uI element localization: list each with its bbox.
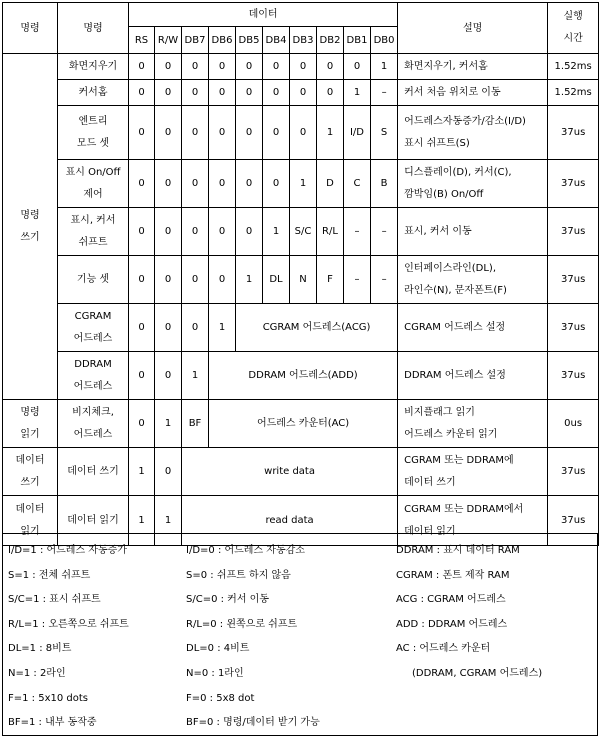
- bit-cell: 0: [263, 160, 290, 208]
- bit-cell: 0: [209, 54, 236, 80]
- row-name: 비지체크, 어드레스: [58, 400, 129, 448]
- span-field: DDRAM 어드레스(ADD): [209, 352, 398, 400]
- legend-column-2: [186, 539, 320, 736]
- row-name: DDRAM 어드레스: [58, 352, 129, 400]
- header-db3: DB3: [290, 27, 317, 54]
- instruction-table: [2, 2, 599, 546]
- row-name: 데이터 읽기: [58, 496, 129, 546]
- table-row: [3, 352, 599, 400]
- legend-line: F=1 : 5x10 dots: [8, 692, 88, 704]
- row-description: 어드레스자동증가/감소(I/D) 표시 쉬프트(S): [398, 106, 548, 160]
- bit-cell: 0: [129, 304, 155, 352]
- header-db1: DB1: [344, 27, 371, 54]
- row-name: 데이터 쓰기: [58, 448, 129, 496]
- bit-cell: R/L: [317, 208, 344, 256]
- row-description: 인터페이스라인(DL), 라인수(N), 문자폰트(F): [398, 256, 548, 304]
- header-data: 데이터: [129, 3, 398, 27]
- bit-cell: 0: [129, 160, 155, 208]
- bit-cell: S: [371, 106, 398, 160]
- row-description: 커서 처음 위치로 이동: [398, 80, 548, 106]
- bit-cell: 1: [344, 80, 371, 106]
- row-description: 화면지우기, 커서홈: [398, 54, 548, 80]
- bit-cell: 0: [236, 106, 263, 160]
- group-data-write: 데이터 쓰기: [3, 448, 58, 496]
- bit-cell: 0: [263, 54, 290, 80]
- row-description: DDRAM 어드레스 설정: [398, 352, 548, 400]
- bit-cell: 0: [317, 80, 344, 106]
- row-name: 엔트리 모드 셋: [58, 106, 129, 160]
- row-description: 디스플레이(D), 커서(C), 깜박임(B) On/Off: [398, 160, 548, 208]
- row-exec-time: 37us: [548, 256, 599, 304]
- legend-line: I/D=1 : 어드레스 자동증가: [8, 545, 127, 556]
- legend-line: ACG : CGRAM 어드레스: [396, 594, 506, 606]
- bit-cell: 0: [317, 54, 344, 80]
- bit-cell: 0: [209, 256, 236, 304]
- bit-cell: 0: [129, 400, 155, 448]
- bit-cell: 0: [155, 160, 182, 208]
- bit-cell: –: [344, 256, 371, 304]
- header-db7: DB7: [182, 27, 209, 54]
- table-row: [3, 208, 599, 256]
- row-exec-time: 37us: [548, 106, 599, 160]
- bit-cell: 0: [182, 304, 209, 352]
- row-name: 표시 On/Off 제어: [58, 160, 129, 208]
- row-name: 커서홈: [58, 80, 129, 106]
- row-exec-time: 37us: [548, 160, 599, 208]
- bit-cell: 0: [129, 208, 155, 256]
- legend-line: S=0 : 쉬프트 하지 않음: [186, 569, 291, 581]
- bit-cell: 0: [290, 54, 317, 80]
- bit-cell: 1: [129, 496, 155, 546]
- bit-cell: 0: [155, 80, 182, 106]
- legend-column-1: [8, 539, 129, 736]
- table-row: [3, 256, 599, 304]
- bit-cell: 0: [182, 208, 209, 256]
- bit-cell: S/C: [290, 208, 317, 256]
- bit-cell: 0: [155, 256, 182, 304]
- table-row: [3, 304, 599, 352]
- bit-cell: F: [317, 256, 344, 304]
- bit-cell: 1: [129, 448, 155, 496]
- row-description: CGRAM 또는 DDRAM에 데이터 쓰기: [398, 448, 548, 496]
- bit-cell: 0: [182, 160, 209, 208]
- header-description: 설명: [398, 3, 548, 54]
- row-exec-time: 1.52ms: [548, 80, 599, 106]
- bit-cell: 0: [155, 54, 182, 80]
- bit-cell: 0: [236, 80, 263, 106]
- bit-cell: 0: [155, 304, 182, 352]
- bit-cell: –: [371, 208, 398, 256]
- row-exec-time: 37us: [548, 448, 599, 496]
- legend-line: BF=0 : 명령/데이터 받기 가능: [186, 717, 320, 729]
- table-row: [3, 160, 599, 208]
- row-description: 표시, 커서 이동: [398, 208, 548, 256]
- bit-cell: 0: [182, 256, 209, 304]
- row-exec-time: 37us: [548, 304, 599, 352]
- bit-cell: 0: [263, 80, 290, 106]
- legend-line: N=1 : 2라인: [8, 667, 66, 679]
- legend-line: S/C=0 : 커서 이동: [186, 594, 269, 606]
- legend-line: AC : 어드레스 카운터: [396, 643, 491, 655]
- bit-cell: 1: [155, 400, 182, 448]
- row-name: 기능 셋: [58, 256, 129, 304]
- header-rs: RS: [129, 27, 155, 54]
- instruction-table-document: [2, 2, 598, 735]
- span-field: CGRAM 어드레스(ACG): [236, 304, 398, 352]
- header-db6: DB6: [209, 27, 236, 54]
- bit-cell: 0: [155, 106, 182, 160]
- bit-cell: 0: [236, 54, 263, 80]
- legend-line: F=0 : 5x8 dot: [186, 692, 255, 704]
- legend-line: CGRAM : 폰트 제작 RAM: [396, 569, 510, 581]
- bit-cell: 0: [182, 54, 209, 80]
- legend-line: BF=1 : 내부 동작중: [8, 717, 97, 729]
- row-name: 화면지우기: [58, 54, 129, 80]
- bit-cell: 1: [209, 304, 236, 352]
- header-instruction: 명령: [3, 3, 58, 54]
- bit-cell: 0: [209, 80, 236, 106]
- bit-cell: 0: [182, 80, 209, 106]
- legend-line: S/C=1 : 표시 쉬프트: [8, 594, 101, 606]
- bit-cell: 0: [155, 208, 182, 256]
- table-row: [3, 106, 599, 160]
- bit-cell: –: [371, 80, 398, 106]
- bit-cell: 0: [155, 448, 182, 496]
- bit-cell: 0: [209, 160, 236, 208]
- bit-cell: 0: [209, 106, 236, 160]
- bit-cell: D: [317, 160, 344, 208]
- row-description: CGRAM 어드레스 설정: [398, 304, 548, 352]
- row-exec-time: 1.52ms: [548, 54, 599, 80]
- bit-cell: 1: [317, 106, 344, 160]
- header-db5: DB5: [236, 27, 263, 54]
- bit-cell: 0: [236, 160, 263, 208]
- bit-cell: 1: [290, 160, 317, 208]
- bit-cell: –: [344, 208, 371, 256]
- bit-cell: 0: [290, 106, 317, 160]
- span-field: 어드레스 카운터(AC): [209, 400, 398, 448]
- bit-cell: C: [344, 160, 371, 208]
- bit-cell: B: [371, 160, 398, 208]
- bit-cell: 0: [155, 352, 182, 400]
- bit-cell: 0: [129, 352, 155, 400]
- bit-cell: 0: [209, 208, 236, 256]
- header-name: 명령: [58, 3, 129, 54]
- row-exec-time: 37us: [548, 496, 599, 546]
- bit-cell: N: [290, 256, 317, 304]
- span-field: read data: [182, 496, 398, 546]
- legend-column-3: [396, 539, 542, 687]
- row-exec-time: 37us: [548, 208, 599, 256]
- group-data-read: 데이터 읽기: [3, 496, 58, 546]
- legend-line: R/L=0 : 왼쪽으로 쉬프트: [186, 618, 298, 630]
- bit-cell: 0: [129, 54, 155, 80]
- legend-line: ADD : DDRAM 어드레스: [396, 618, 508, 630]
- bit-cell: I/D: [344, 106, 371, 160]
- bit-cell: 1: [155, 496, 182, 546]
- legend-line: DL=1 : 8비트: [8, 643, 72, 655]
- span-field: write data: [182, 448, 398, 496]
- bit-cell: 0: [129, 256, 155, 304]
- table-row: [3, 80, 599, 106]
- table-row: [3, 54, 599, 80]
- legend-line: S=1 : 전체 쉬프트: [8, 569, 91, 581]
- bit-cell: 0: [129, 80, 155, 106]
- bit-cell: 0: [129, 106, 155, 160]
- bit-cell: 1: [182, 352, 209, 400]
- table-row: [3, 400, 599, 448]
- bit-cell: –: [371, 256, 398, 304]
- header-exec-time: 실행 시간: [548, 3, 599, 54]
- bit-cell: 0: [263, 106, 290, 160]
- bit-cell: DL: [263, 256, 290, 304]
- header-db4: DB4: [263, 27, 290, 54]
- bit-cell: 1: [263, 208, 290, 256]
- row-exec-time: 0us: [548, 400, 599, 448]
- row-exec-time: 37us: [548, 352, 599, 400]
- bit-cell: 0: [344, 54, 371, 80]
- legend-line: (DDRAM, CGRAM 어드레스): [412, 667, 543, 679]
- group-command-read: 명령 읽기: [3, 400, 58, 448]
- legend-line: I/D=0 : 어드레스 자동감소: [186, 545, 305, 556]
- header-rw: R/W: [155, 27, 182, 54]
- row-name: 표시, 커서 쉬프트: [58, 208, 129, 256]
- row-description: 비지플래그 읽기 어드레스 카운터 읽기: [398, 400, 548, 448]
- row-description: CGRAM 또는 DDRAM에서 데이터 읽기: [398, 496, 548, 546]
- bit-cell: 0: [236, 208, 263, 256]
- legend-line: N=0 : 1라인: [186, 667, 244, 679]
- legend-notes: [2, 533, 598, 736]
- table-row: [3, 448, 599, 496]
- bit-cell: 0: [290, 80, 317, 106]
- bit-cell: 0: [182, 106, 209, 160]
- bit-cell: 1: [371, 54, 398, 80]
- legend-line: DDRAM : 표시 데이터 RAM: [396, 545, 520, 556]
- bit-cell: BF: [182, 400, 209, 448]
- bit-cell: 1: [236, 256, 263, 304]
- legend-line: DL=0 : 4비트: [186, 643, 250, 655]
- header-db2: DB2: [317, 27, 344, 54]
- legend-line: R/L=1 : 오른쪽으로 쉬프트: [8, 618, 129, 630]
- row-name: CGRAM 어드레스: [58, 304, 129, 352]
- header-db0: DB0: [371, 27, 398, 54]
- group-command-write: 명령 쓰기: [3, 54, 58, 400]
